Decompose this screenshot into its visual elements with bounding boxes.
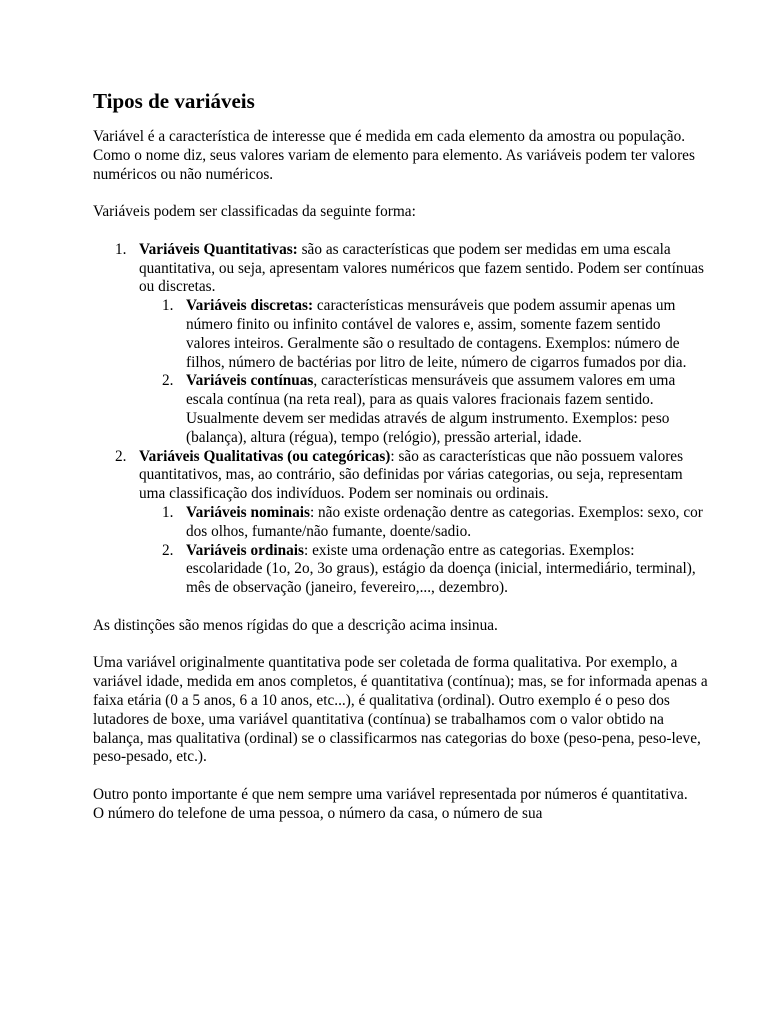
list-number: 1. [162,297,174,315]
list-number: 2. [162,541,174,559]
term-continuous: Variáveis contínuas [186,372,314,390]
desc-ordinal: : existe uma ordenação entre as categorias. Exemplos: escolaridade (1o, 2o, 3o graus), estágio da doença (inicial, intermediário, terminal), mês de observação (janeiro, fevereiro,..., dezembro). [186,541,696,597]
example-paragraph: Uma variável originalmente quantitativa pode ser coletada de forma qualitativa. Por exemplo, a variável idade, medida em anos completos, é quantitativa (contínua); mas, se for informada apenas a faixa etária (0 a 5 anos, 6 a 10 anos, etc...), é qualitativa (ordinal). Outro exemplo é o peso dos lutadores de boxe, uma variável quantitativa (contínua) se trabalhamos com o valor obtido na balança, mas qualitativa (ordinal) se o classificarmos nas categorias do boxe (peso-pena, peso-leve, peso-pesado, etc.). [93,654,708,766]
term-discrete: Variáveis discretas: [186,297,314,315]
desc-qualitative: : são as características que não possuem valores quantitativos, mas, ao contrário, são definidas por várias categorias, ou seja, representam uma classificação dos indivíduos. Podem ser nominais ou ordinais. [139,447,684,503]
final-paragraph-1: Outro ponto importante é que nem sempre uma variável representada por números é quantitativa. [93,785,688,803]
list-item-ordinal [139,542,708,598]
list-item-qualitative [93,448,708,598]
list-item-nominal [139,504,708,542]
list-item-continuous [139,372,708,447]
qualitative-sublist [139,504,708,598]
list-number: 2. [162,372,174,390]
list-number: 1. [162,503,174,521]
final-paragraph-2: O número do telefone de uma pessoa, o número da casa, o número de sua [93,804,543,822]
classification-lead: Variáveis podem ser classificadas da seguinte forma: [93,203,416,221]
list-item-discrete [139,297,708,372]
list-item-quantitative [93,241,708,448]
intro-paragraph: Variável é a característica de interesse que é medida em cada elemento da amostra ou população. Como o nome diz, seus valores variam de elemento para elemento. As variáveis podem ter valores numéricos ou não numéricos. [93,128,695,183]
desc-quantitative: são as características que podem ser medidas em uma escala quantitativa, ou seja, apresentam valores numéricos que fazem sentido. Podem ser contínuas ou discretas. [139,240,704,296]
quantitative-sublist [139,297,708,447]
list-number: 2. [115,447,127,465]
desc-continuous: , características mensuráveis que assumem valores em uma escala contínua (na reta real), para as quais valores fracionais fazem sentido. Usualmente devem ser medidas através de algum instrumento. Exemplos: peso (balança), altura (régua), tempo (relógio), pressão arterial, idade. [186,372,676,446]
list-number: 1. [115,240,127,258]
page-title: Tipos de variáveis [93,89,255,113]
desc-discrete: características mensuráveis que podem assumir apenas um número finito ou infinito contável de valores e, assim, somente fazem sentido valores inteiros. Geralmente são o resultado de contagens. Exemplos: número de filhos, número de bactérias por litro de leite, número de cigarros fumados por dia. [186,297,687,371]
desc-nominal: : não existe ordenação dentre as categorias. Exemplos: sexo, cor dos olhos, fumante/não fumante, doente/sadio. [186,503,703,540]
term-qualitative: Variáveis Qualitativas (ou categóricas) [139,447,391,465]
distinctions-paragraph: As distinções são menos rígidas do que a descrição acima insinua. [93,616,498,634]
term-quantitative: Variáveis Quantitativas: [139,240,298,258]
term-nominal: Variáveis nominais [186,503,310,521]
variable-types-list [93,241,708,598]
term-ordinal: Variáveis ordinais [186,541,304,559]
